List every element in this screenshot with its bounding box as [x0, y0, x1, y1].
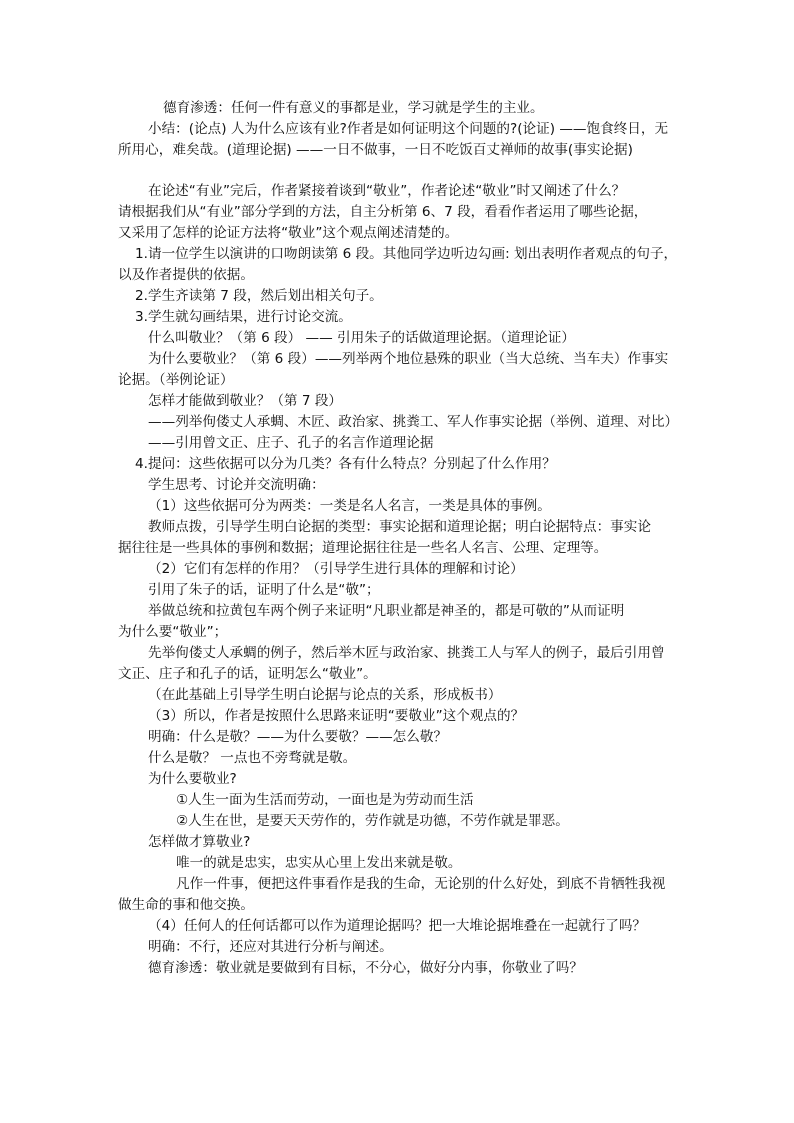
text-line: 德育渗透：敬业就是要做到有目标，不分心，做好分内事，你敬业了吗？ — [148, 960, 583, 976]
text-line: （在此基础上引导学生明白论据与论点的关系，形成板书） — [148, 687, 502, 703]
text-line: ——列举佝偻丈人承蜩、木匠、政治家、挑粪工、军人作事实论据（举例、道理、对比） — [148, 414, 679, 430]
text-line: 请根据我们从“有业”部分学到的方法，自主分析第 6、7 段，看看作者运用了哪些论据， — [118, 204, 648, 220]
text-line: 文正、庄子和孔子的话，证明怎么“敬业”。 — [118, 666, 377, 682]
text-line: 小结：(论点) 人为什么应该有业?作者是如何证明这个问题的?(论证) ——饱食终日，无 — [148, 121, 669, 137]
text-line: 举做总统和拉黄包车两个例子来证明“凡职业都是神圣的，都是可敬的”从而证明 — [148, 603, 625, 619]
text-line: 引用了朱子的话，证明了什么是“敬”； — [148, 582, 380, 598]
text-line: 学生思考、讨论并交流明确： — [148, 477, 325, 493]
text-line: 4.提问：这些依据可以分为几类？各有什么特点？分别起了什么作用？ — [135, 456, 556, 472]
text-line: 什么叫敬业？（第 6 段） —— 引用朱子的话做道理论据。（道理论证） — [148, 330, 575, 346]
text-line: 以及作者提供的依据。 — [118, 267, 254, 283]
text-line: ①人生一面为生活而劳动，一面也是为劳动而生活 — [176, 792, 474, 808]
text-line: 教师点拨，引导学生明白论据的类型：事实论据和道理论据；明白论据特点：事实论 — [148, 519, 651, 535]
text-line: 据往往是一些具体的事例和数据；道理论据往往是一些名人名言、公理、定理等。 — [118, 540, 608, 556]
text-line: 为什么要敬业? — [148, 771, 237, 787]
text-line: 什么是敬？ 一点也不旁骛就是敬。 — [148, 750, 357, 766]
text-line: 明确：不行，还应对其进行分析与阐述。 — [148, 939, 393, 955]
text-line: 唯一的就是忠实，忠实从心里上发出来就是敬。 — [176, 855, 462, 871]
text-line: 所用心，难矣哉。(道理论据) ——一日不做事，一日不吃饭百丈禅师的故事(事实论据) — [118, 142, 633, 158]
text-line: （2）它们有怎样的作用？（引导学生进行具体的理解和讨论） — [148, 561, 524, 577]
text-line: 先举佝偻丈人承蜩的例子，然后举木匠与政治家、挑粪工人与军人的例子，最后引用曾 — [148, 645, 665, 661]
text-line: （3）所以，作者是按照什么思路来证明“要敬业”这个观点的？ — [148, 708, 525, 724]
text-line: ②人生在世，是要天天劳作的，劳作就是功德，不劳作就是罪恶。 — [176, 813, 569, 829]
text-line: 1.请一位学生以演讲的口吻朗读第 6 段。其他同学边听边勾画: 划出表明作者观点的句子， — [135, 246, 678, 262]
text-line: 怎样才能做到敬业？（第 7 段） — [148, 393, 343, 409]
text-line: 做生命的事和他交换。 — [118, 897, 254, 913]
text-line: 又采用了怎样的论证方法将“敬业”这个观点阐述清楚的。 — [118, 225, 459, 241]
text-line: 2.学生齐读第 7 段，然后划出相关句子。 — [135, 288, 383, 304]
text-line: 为什么要“敬业”； — [118, 624, 228, 640]
text-line: （1）这些依据可分为两类：一类是名人名言，一类是具体的事例。 — [148, 498, 551, 514]
text-line: ——引用曾文正、庄子、孔子的名言作道理论据 — [148, 435, 434, 451]
text-line: 明确：什么是敬？——为什么要敬？——怎么敬？ — [148, 729, 448, 745]
text-line: 凡作一件事，便把这件事看作是我的生命，无论别的什么好处，到底不肯牺牲我视 — [176, 876, 666, 892]
text-line: 3.学生就勾画结果，进行讨论交流。 — [135, 309, 352, 325]
text-line: （4）任何人的任何话都可以作为道理论据吗？把一大堆论据堆叠在一起就行了吗？ — [148, 918, 647, 934]
text-line: 怎样做才算敬业? — [148, 834, 251, 850]
text-line: 为什么要敬业？（第 6 段）——列举两个地位悬殊的职业（当大总统、当车夫）作事实 — [148, 351, 669, 367]
text-line: 德育渗透：任何一件有意义的事都是业，学习就是学生的主业。 — [163, 100, 544, 116]
text-line: 在论述“有业”完后，作者紧接着谈到“敬业”，作者论述“敬业”时又阐述了什么？ — [148, 183, 626, 199]
text-line: 论据。（举例论证） — [118, 372, 234, 388]
